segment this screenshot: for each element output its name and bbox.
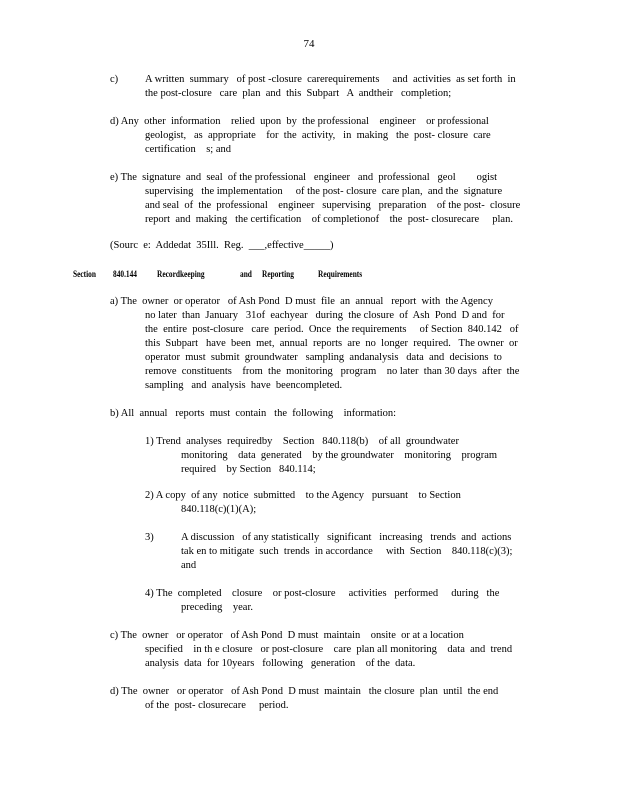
item-d-line-1: d) Any other information relied upon by the professional engineer or professional xyxy=(110,116,489,127)
item-b1-line-3: required by Section 840.114; xyxy=(181,464,316,475)
item-c2-line-3: analysis data for 10years following generation of the data. xyxy=(145,658,416,669)
item-d2-line-2: of the post- closurecare period. xyxy=(145,700,289,711)
section-title-word-3: Reporting xyxy=(262,269,294,279)
section-label: Section xyxy=(73,269,96,279)
item-e-line-1: e) The signature and seal of the professional engineer and professional geol ogist xyxy=(110,172,498,183)
section-title-word-2: and xyxy=(240,269,252,279)
item-b3-line-1: A discussion of any statistically significant increasing trends and actions xyxy=(181,532,512,543)
item-c2-line-1: c) The owner or operator of Ash Pond D must maintain onsite or at a location xyxy=(110,630,464,641)
item-b1-line-1: 1) Trend analyses requiredby Section 840.118(b) of all groundwater xyxy=(145,436,459,447)
item-a-line-6: remove constituents from the monitoring program no later than 30 days after the xyxy=(145,366,520,377)
item-a-line-2: no later than January 31of eachyear during the closure of Ash Pond D and for xyxy=(145,310,505,321)
item-e-line-2: supervising the implementation of the post- closure care plan, and the signature xyxy=(145,186,503,197)
item-a-line-4: this Subpart have been met, annual reports are no longer required. The owner or xyxy=(145,338,518,349)
item-d-line-2: geologist, as appropriate for the activity, in making the post- closure care xyxy=(145,130,491,141)
item-a-line-3: the entire post-closure care period. Once the requirements of Section 840.142 of xyxy=(145,324,519,335)
item-b3-line-2: tak en to mitigate such trends in accordance with Section 840.118(c)(3); xyxy=(181,546,513,557)
source-note: (Sourc e: Addedat 35Ill. Reg. ___,effective_____) xyxy=(110,240,334,251)
item-d2-line-1: d) The owner or operator of Ash Pond D must maintain the closure plan until the end xyxy=(110,686,499,697)
item-b1-line-2: monitoring data generated by the groundwater monitoring program xyxy=(181,450,498,461)
item-e-line-4: report and making the certification of completionof the post- closurecare plan. xyxy=(145,214,513,225)
item-c-marker: c) xyxy=(110,74,119,85)
item-b4-line-2: preceding year. xyxy=(181,602,254,613)
section-title-word-4: Requirements xyxy=(318,269,363,279)
item-a-line-1: a) The owner or operator of Ash Pond D must file an annual report with the Agency xyxy=(110,296,493,307)
item-b4-line-1: 4) The completed closure or post-closure activities performed during the xyxy=(145,588,500,599)
item-b3-marker: 3) xyxy=(145,532,154,543)
item-d-line-3: certification s; and xyxy=(145,144,232,155)
item-b3-line-3: and xyxy=(181,560,197,571)
item-b2-line-1: 2) A copy of any notice submitted to the Agency pursuant to Section xyxy=(145,490,461,501)
item-a-line-7: sampling and analysis have beencompleted. xyxy=(145,380,343,391)
item-b2-line-2: 840.118(c)(1)(A); xyxy=(181,504,257,515)
item-a-line-5: operator must submit groundwater sampling andanalysis data and decisions to xyxy=(145,352,502,363)
item-e-line-3: and seal of the professional engineer supervising preparation of the post- closure xyxy=(145,200,521,211)
section-title-word-1: Recordkeeping xyxy=(157,269,205,279)
item-c-line-2: the post-closure care plan and this Subpart A andtheir completion; xyxy=(145,88,452,99)
page-number: 74 xyxy=(303,38,315,50)
item-c2-line-2: specified in th e closure or post-closure care plan all monitoring data and trend xyxy=(145,644,513,655)
item-c-line-1: A written summary of post -closure carerequirements and activities as set forth in xyxy=(145,74,516,85)
item-b-intro: b) All annual reports must contain the following information: xyxy=(110,408,397,419)
section-number: 840.144 xyxy=(113,269,137,279)
